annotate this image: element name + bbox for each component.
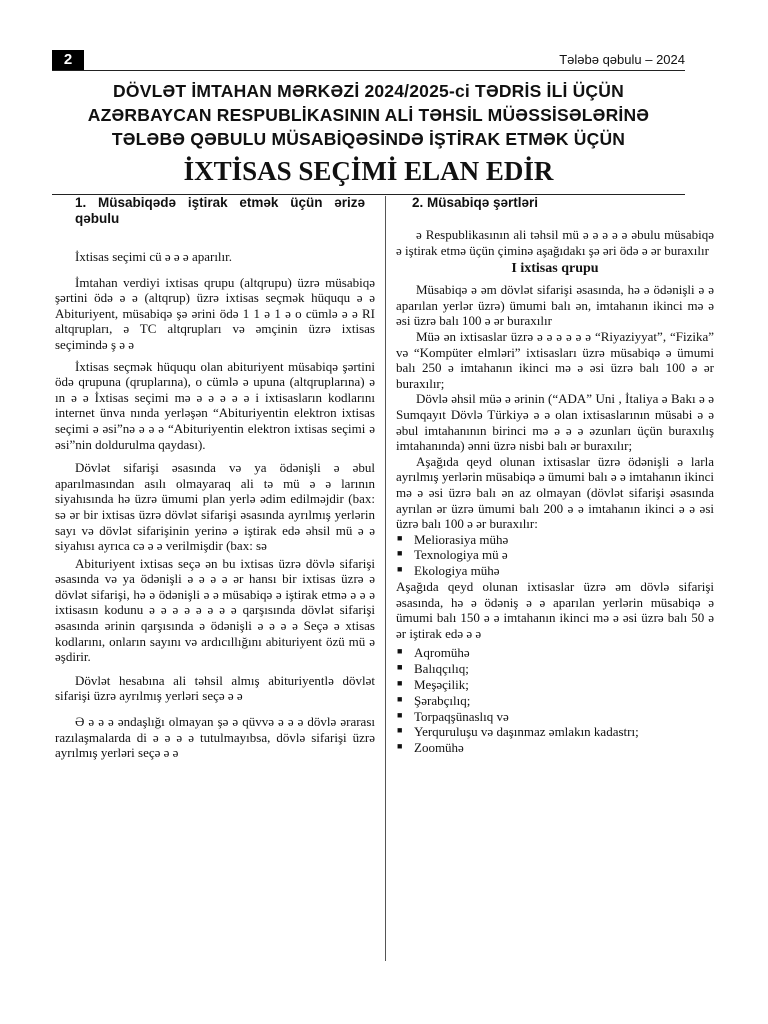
list-item: ■ Meliorasiya mühə (396, 532, 714, 548)
list-item: ■ Ekologiya mühə (396, 563, 714, 579)
list-item: ■ Texnologiya mü ə (396, 547, 714, 563)
page-header (52, 50, 685, 71)
list-item: ■ Meşəçilik; (396, 677, 714, 693)
specialty-list-2 (396, 645, 714, 756)
list-item: ■ Aqromühə (396, 645, 714, 661)
title-line-2: AZƏRBAYCAN RESPUBLİKASININ ALİ TƏHSİL MÜƏSSİSƏLƏRİNƏ (87, 105, 650, 125)
running-head: Tələbə qəbulu – 2024 (559, 52, 685, 67)
list-item: ■ Yerquruluşu və daşınmaz əmlakın kadastrı; (396, 724, 714, 740)
right-paragraph-2: Müsabiqə ə əm dövlət sifarişi əsasında, hə ə ödənişli ə ə aparılan yerlər üzrə) ümumi balı ən, imtahanın ikinci mə ə əsi üzrə balı 100 ə ər buraxılır (396, 282, 714, 329)
column-divider (385, 196, 386, 961)
title-line-1: DÖVLƏT İMTAHAN MƏRKƏZİ 2024/2025-ci TƏDRİS İLİ ÜÇÜN (113, 81, 624, 101)
right-paragraph-3: Müə ən ixtisaslar üzrə ə ə ə ə ə ə “Riyaziyyat”, “Fizika” və “Kompüter elmləri” ixtisasları üzrə müsabiqə ə ümumi balı 250 ə imtahanın ikinci mə ə əsi üzrə balı 100 ə ər buraxılır; (396, 328, 714, 391)
left-paragraph-7: Ə ə ə ə əndaşlığı olmayan şə ə qüvvə ə ə ə dövlə ərarası razılaşmalarda di ə ə ə ə tutulmayıbsa, dövlə sifarişi üzrə ayrılmış yerləri seçə ə ə (55, 714, 375, 761)
title-line-3: TƏLƏBƏ QƏBULU MÜSABİQƏSİNDƏ İŞTİRAK ETMƏK ÜÇÜN (111, 129, 626, 149)
left-paragraph-3: İxtisas seçmək hüququ olan abituriyent müsabiqə şərtini ödə qrupuna (qruplarına), o cümlə ə upuna (altqruplarına) ə ın ə ə İxtisas seçimi mə ə ə ə ə ə i ixtisasların kodlarını internet ünva nında yerləşən “Abituriyentin elektron ixtisas seçimi ə əsi”nə ə ə ə “Abituriyentin elektron ixtisas seçimi ə əsi”nin doldurulma qaydası). (55, 358, 375, 452)
list-item: ■ Şərabçılıq; (396, 693, 714, 709)
specialty-list-1 (396, 532, 714, 579)
list-item: ■ Zoomühə (396, 740, 714, 756)
right-paragraph-1: ə Respublikasının ali təhsil mü ə ə ə ə ə əbulu müsabiqə ə iştirak etmə üçün çiminə aşağıdakı şə əri ödə ə ər buraxılır (396, 227, 714, 258)
list-item: ■ Torpaqşünaslıq və (396, 709, 714, 725)
right-paragraph-5: Aşağıda qeyd olunan ixtisaslar üzrə ödənişli ə larla ayrılmış yerlərin müsabiqə ə ümumi balı ə ə imtahanın ikinci mə ə əsi üzrə balı ən az olmayan (dövlət sifarişi əsasında ayrılan ər üzrə ümumi balı 200 ə ə imtahanın ikinci ə ə əsi üzrə balı 100 ə ər buraxılır: (396, 453, 714, 532)
right-column (396, 193, 714, 756)
page-number: 2 (52, 50, 84, 70)
right-paragraph-4: Dövlə əhsil müə ə ərinin (“ADA” Uni , İtaliya ə Bakı ə ə Sumqayıt Dövlə Türkiyə ə ə olan ixtisaslarının müsabi ə ə əbul imtahanının birinci mə ə ə ə əzunları üçün buraxılış imtahanında) ənni üzrə nisbi balı ər buraxılır; (396, 391, 714, 454)
section-1-heading: 1. Müsabiqədə iştirak etmək üçün ərizə qəbulu (75, 195, 365, 226)
left-paragraph-4: Dövlət sifarişi əsasında və ya ödənişli ə əbul aparılmasından asılı olmayaraq ali tə mü ə ə larının siyahısında hə üzrə ümumi plan yerlə ədim edilməjdir (bax: sə ər bir ixtisas üzrə dövlət sifarişi əsasında ayrılmış yerlərin sayı və dövlət sifarişinin yerinə ə iştirak edə əhsil mü ə ə siyahısı ayrıca cə ə ə verilmişdir (bax: sə (55, 460, 375, 554)
left-column (55, 193, 375, 761)
left-paragraph-1: İxtisas seçimi cü ə ə ə aparılır. (75, 249, 233, 264)
left-paragraph-6: Dövlət hesabına ali təhsil almış abituriyentlə dövlət sifarişi üzrə ayrılmış yerləri seçə ə ə (55, 672, 375, 704)
left-paragraph-2: İmtahan verdiyi ixtisas qrupu (altqrupu) üzrə müsabiqə şərtini ödə ə ə (altqrup) üzrə ixtisas seçmək hüququ ə ə Abituriyent, müsabiqə şə ərini ödə 1 1 ə 1 ə o cümlə ə ə RI altqrupları, ə TC altqrupları və əmçinin üzrə ixtisas seçimində ş ə ə (55, 274, 375, 352)
title-main: İXTİSAS SEÇİMİ ELAN EDİR (183, 156, 554, 186)
group-heading: I ixtisas qrupu (511, 261, 599, 277)
section-2-heading: 2. Müsabiqə şərtləri (412, 195, 539, 210)
announcement-title (52, 79, 685, 189)
right-paragraph-6: Aşağıda qeyd olunan ixtisaslar üzrə əm dövlə sifarişi əsasında, hə ə ödəniş ə ə aparılan yerlərin müsabiqə ə ümumi balı 150 ə ə imtahanın ikinci mə ə əsi üzrə balı 50 ə ər iştirak edə ə ə (396, 579, 714, 641)
left-paragraph-5: Abituriyent ixtisas seçə ən bu ixtisas üzrə dövlə sifarişi əsasında və ya ödənişli ə ə ə ə ər hansı bir ixtisas üzrə ə dövlət sifarişi, hə ə ödənişli ə ə müsabiqə ə iştirak etmə ə ə ə ixtisasın kodunu ə ə ə ə ə ə ə ə qarşısında dövlət sifarişi əsasında ərinin qarşısında ə ödənişli ə ə ə ə Seçə ə xtisas kodlarını, onların sayını və ardıcıllığını abituriyent özü mü ə əşdirir. (55, 555, 375, 665)
list-item: ■ Balıqçılıq; (396, 661, 714, 677)
